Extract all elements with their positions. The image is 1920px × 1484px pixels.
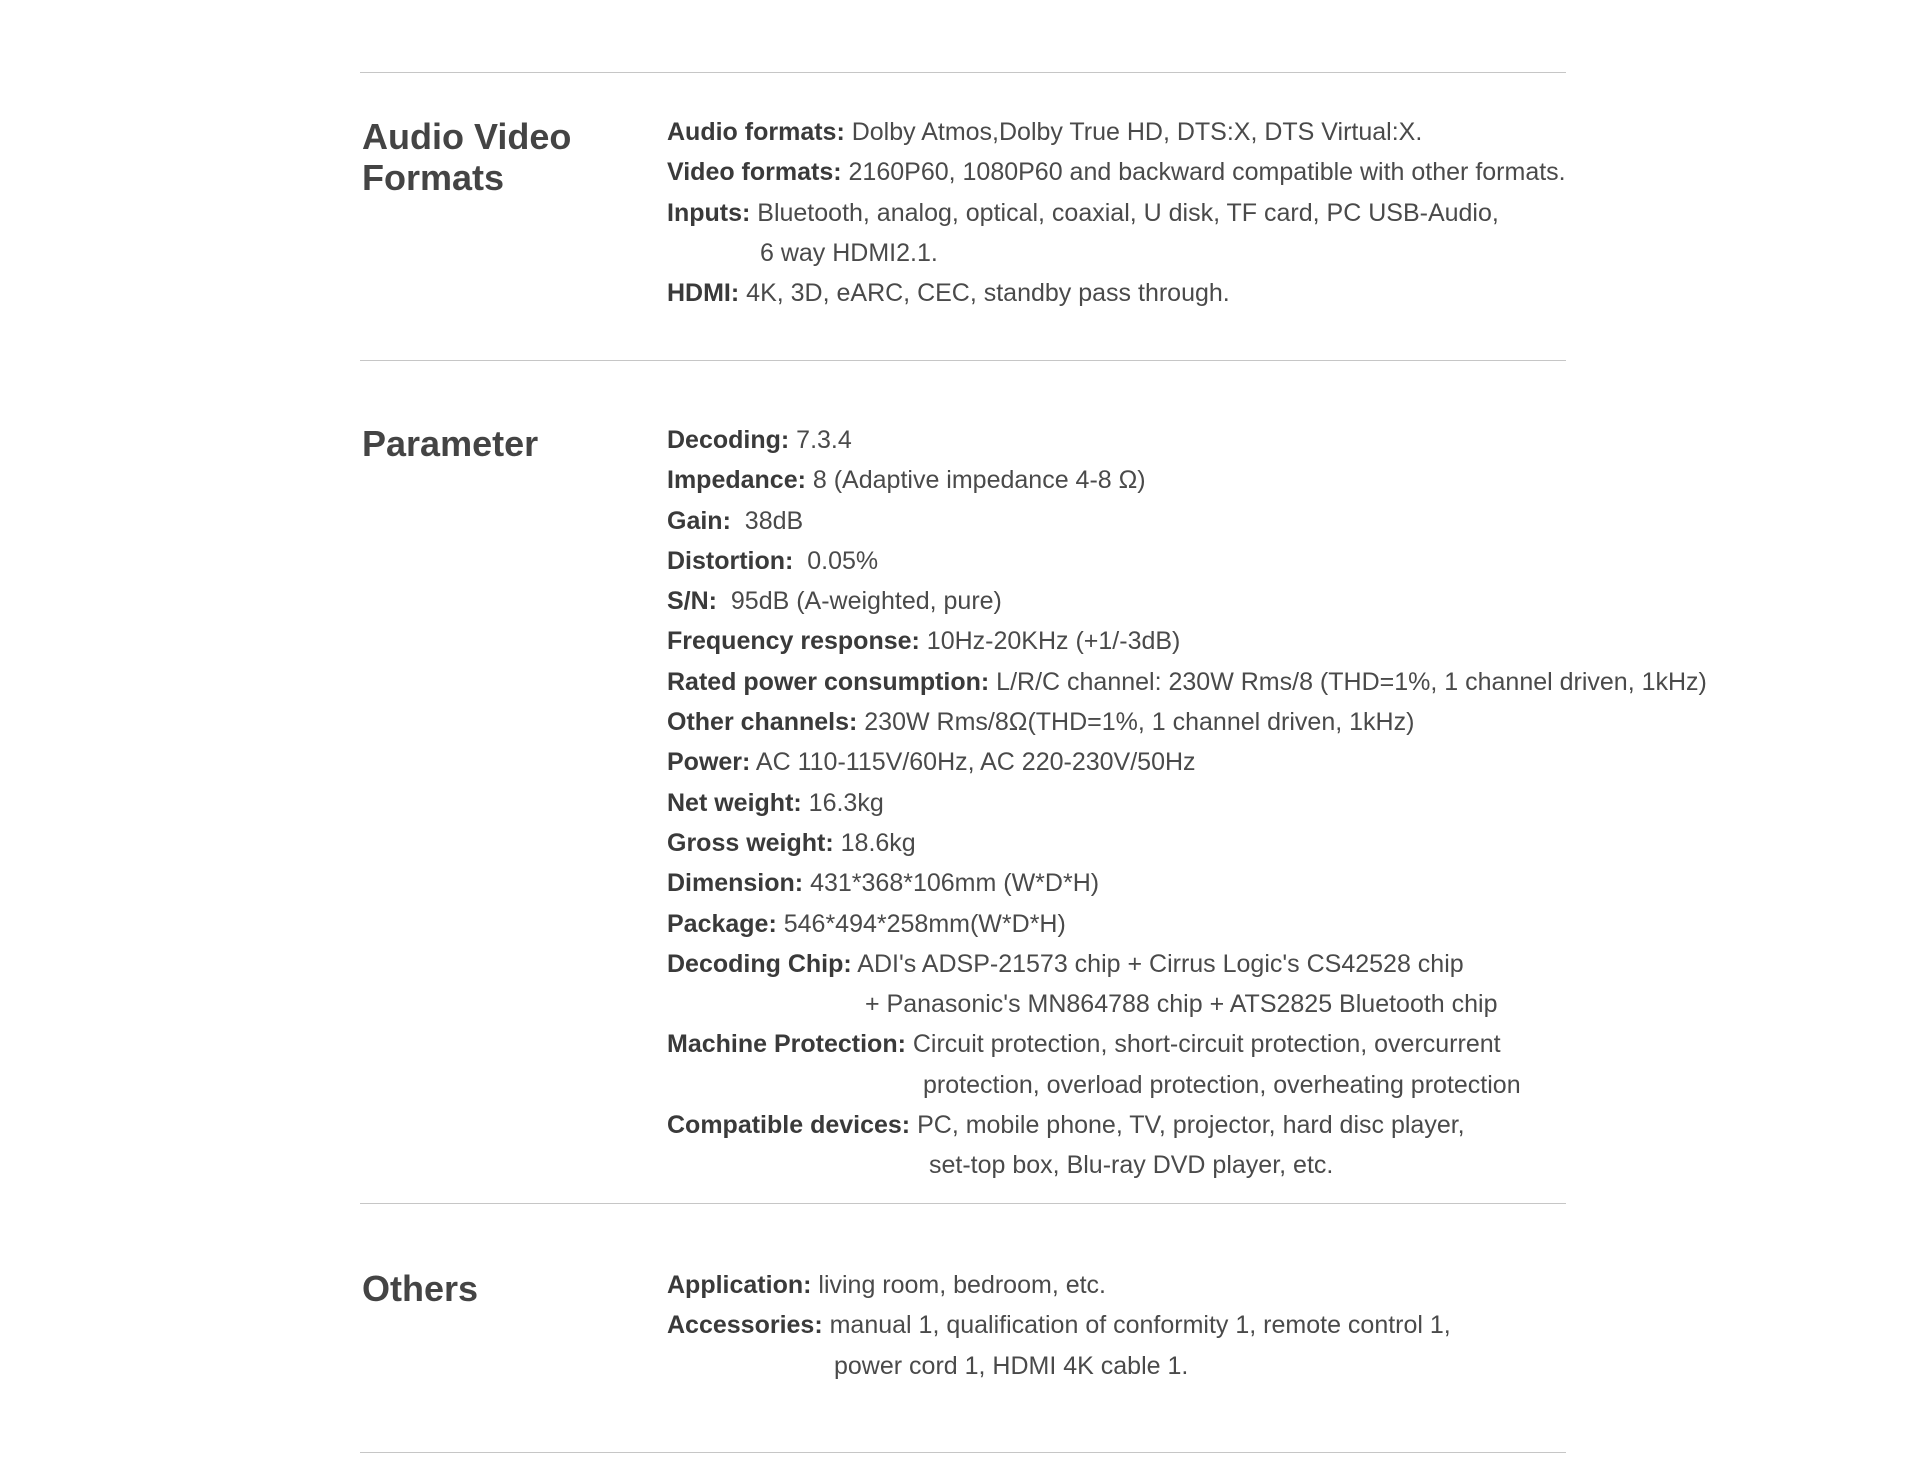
- spec-value: 7.3.4: [789, 426, 852, 454]
- spec-frequency-response: [667, 621, 1707, 661]
- spec-label: Dimension:: [667, 869, 804, 898]
- divider: [360, 1203, 1566, 1204]
- spec-label: Other channels:: [667, 708, 858, 737]
- spec-value: AC 110-115V/60Hz, AC 220-230V/50Hz: [750, 748, 1196, 777]
- divider: [360, 1452, 1566, 1453]
- spec-list: [667, 112, 1566, 313]
- spec-value: 2160P60, 1080P60 and backward compatible with other formats.: [841, 158, 1566, 187]
- spec-value: manual 1, qualification of conformity 1, remote control 1,: [822, 1311, 1451, 1340]
- spec-machine-protection: [667, 1024, 1707, 1105]
- spec-label: S/N:: [667, 587, 717, 616]
- spec-decoding-chip: [667, 944, 1707, 1025]
- spec-value: 8 (Adaptive impedance 4-8 Ω): [805, 466, 1146, 495]
- spec-value: L/R/C channel: 230W Rms/8 (THD=1%, 1 channel driven, 1kHz): [989, 667, 1707, 696]
- spec-label: Machine Protection:: [667, 1030, 906, 1059]
- spec-label: Power:: [667, 748, 751, 777]
- spec-application: [667, 1265, 1451, 1305]
- spec-label: Application:: [667, 1271, 812, 1299]
- divider: [360, 360, 1566, 361]
- spec-value: 0.05%: [793, 546, 879, 575]
- spec-label: Impedance:: [667, 466, 806, 495]
- spec-label: Frequency response:: [667, 627, 920, 656]
- spec-inputs: [667, 193, 1566, 274]
- spec-value: 4K, 3D, eARC, CEC, standby pass through.: [739, 279, 1230, 308]
- spec-label: HDMI:: [667, 279, 740, 308]
- spec-accessories: [667, 1305, 1451, 1386]
- spec-value: 95dB (A-weighted, pure): [717, 587, 1002, 616]
- spec-label: Compatible devices:: [667, 1111, 911, 1140]
- divider: [360, 72, 1566, 73]
- spec-gain: [667, 501, 1707, 541]
- spec-gross-weight: [667, 823, 1707, 863]
- spec-label: Package:: [667, 909, 777, 938]
- spec-value: 546*494*258mm(W*D*H): [776, 909, 1066, 938]
- spec-rated-power-consumption: [667, 662, 1707, 702]
- spec-signal-to-noise: [667, 581, 1707, 621]
- spec-label: Decoding:: [667, 426, 790, 454]
- section-title: Parameter: [362, 423, 539, 464]
- spec-impedance: [667, 460, 1707, 500]
- spec-power: [667, 742, 1707, 782]
- spec-label: Audio formats:: [667, 118, 845, 146]
- spec-label: Video formats:: [667, 158, 842, 187]
- spec-net-weight: [667, 783, 1707, 823]
- spec-value: 38dB: [730, 506, 804, 535]
- spec-audio-formats: [667, 112, 1566, 152]
- spec-value: Circuit protection, short-circuit protection, overcurrent: [905, 1030, 1501, 1059]
- spec-other-channels: [667, 702, 1707, 742]
- spec-value: 10Hz-20KHz (+1/-3dB): [919, 627, 1181, 656]
- spec-distortion: [667, 541, 1707, 581]
- spec-value: 16.3kg: [801, 788, 884, 817]
- section-title: Others: [362, 1268, 479, 1309]
- spec-label: Gross weight:: [667, 828, 834, 857]
- spec-video-formats: [667, 152, 1566, 192]
- spec-value: PC, mobile phone, TV, projector, hard disc player,: [910, 1111, 1465, 1140]
- spec-label: Gain:: [667, 506, 731, 535]
- spec-label: Accessories:: [667, 1311, 823, 1340]
- spec-value: ADI's ADSP-21573 chip + Cirrus Logic's CS42528 chip: [851, 949, 1464, 978]
- spec-value: 431*368*106mm (W*D*H): [803, 869, 1100, 898]
- spec-package: [667, 904, 1707, 944]
- spec-label: Rated power consumption:: [667, 667, 990, 696]
- spec-value: Bluetooth, analog, optical, coaxial, U disk, TF card, PC USB-Audio,: [750, 198, 1499, 227]
- spec-value: living room, bedroom, etc.: [811, 1271, 1107, 1299]
- spec-value: Dolby Atmos,Dolby True HD, DTS:X, DTS Virtual:X.: [844, 118, 1423, 146]
- section-title: Audio Video Formats: [362, 116, 572, 198]
- spec-value-continuation: + Panasonic's MN864788 chip + ATS2825 Bluetooth chip: [865, 990, 1498, 1019]
- spec-value-continuation: protection, overload protection, overheating protection: [923, 1070, 1521, 1099]
- spec-hdmi: [667, 273, 1566, 313]
- spec-value-continuation: power cord 1, HDMI 4K cable 1.: [834, 1351, 1189, 1380]
- spec-compatible-devices: [667, 1105, 1707, 1186]
- spec-label: Decoding Chip:: [667, 949, 852, 978]
- spec-label: Net weight:: [667, 788, 802, 817]
- spec-value: 230W Rms/8Ω(THD=1%, 1 channel driven, 1kHz): [857, 708, 1415, 737]
- spec-value-continuation: set-top box, Blu-ray DVD player, etc.: [929, 1151, 1334, 1180]
- spec-decoding: [667, 420, 1707, 460]
- spec-label: Inputs:: [667, 198, 751, 227]
- spec-dimension: [667, 863, 1707, 903]
- spec-label: Distortion:: [667, 546, 794, 575]
- spec-list: [667, 1265, 1451, 1386]
- spec-value-continuation: 6 way HDMI2.1.: [760, 238, 938, 267]
- spec-value: 18.6kg: [833, 828, 916, 857]
- spec-list: [667, 420, 1707, 1186]
